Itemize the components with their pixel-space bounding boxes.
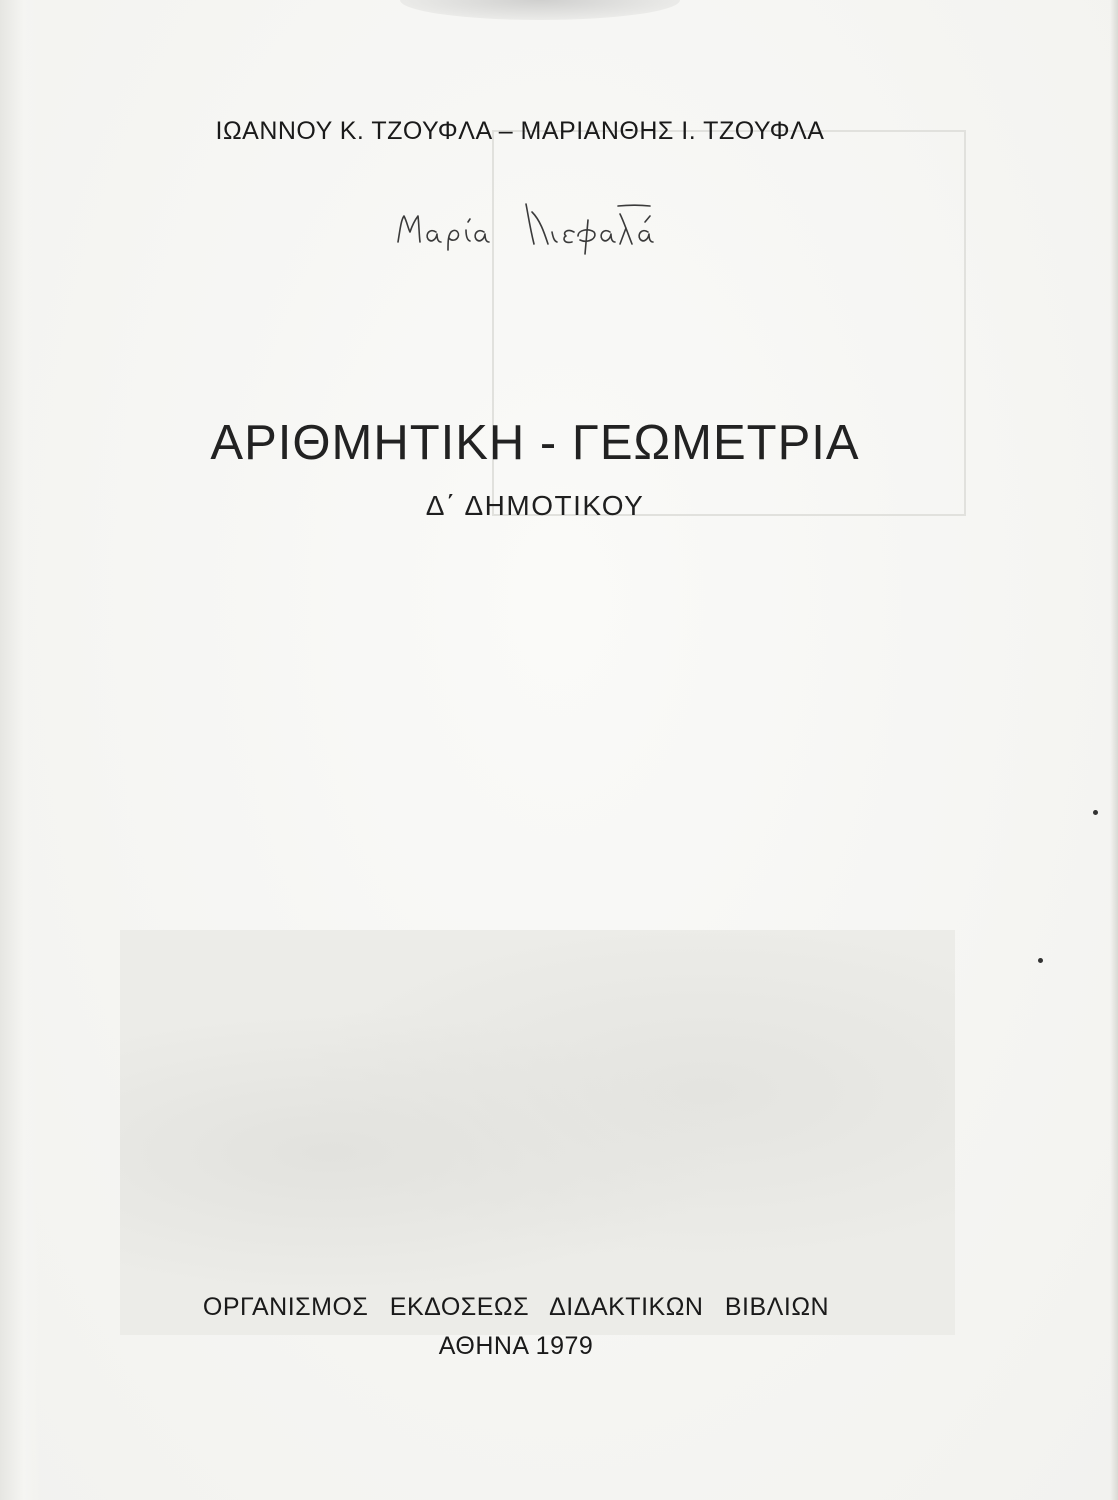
page-edge-shadow [1110, 0, 1118, 1500]
handwritten-signature [392, 192, 682, 262]
publisher-line: ΟΡΓΑΝΙΣΜΟΣ ΕΚΔΟΣΕΩΣ ΔΙΔΑΚΤΙΚΩΝ ΒΙΒΛΙΩΝ [202, 1293, 830, 1321]
book-title: ΑΡΙΘΜΗΤΙΚΗ - ΓΕΩΜΕΤΡΙΑ [210, 416, 860, 470]
paper-speck [1038, 958, 1043, 963]
city-year-line: ΑΘΗΝΑ 1979 [438, 1332, 594, 1360]
grade-subtitle: Δ΄ ΔΗΜΟΤΙΚΟΥ [425, 490, 645, 521]
authors-line: ΙΩΑΝΝΟΥ Κ. ΤΖΟΥΦΛΑ – ΜΑΡΙΑΝΘΗΣ Ι. ΤΖΟΥΦΛΑ [215, 117, 825, 145]
bleed-through-illustration [120, 930, 955, 1335]
paper-stain [400, 0, 680, 20]
signature-drawing [392, 192, 682, 262]
paper-speck [1093, 810, 1098, 815]
book-spine-shadow [0, 0, 40, 1500]
